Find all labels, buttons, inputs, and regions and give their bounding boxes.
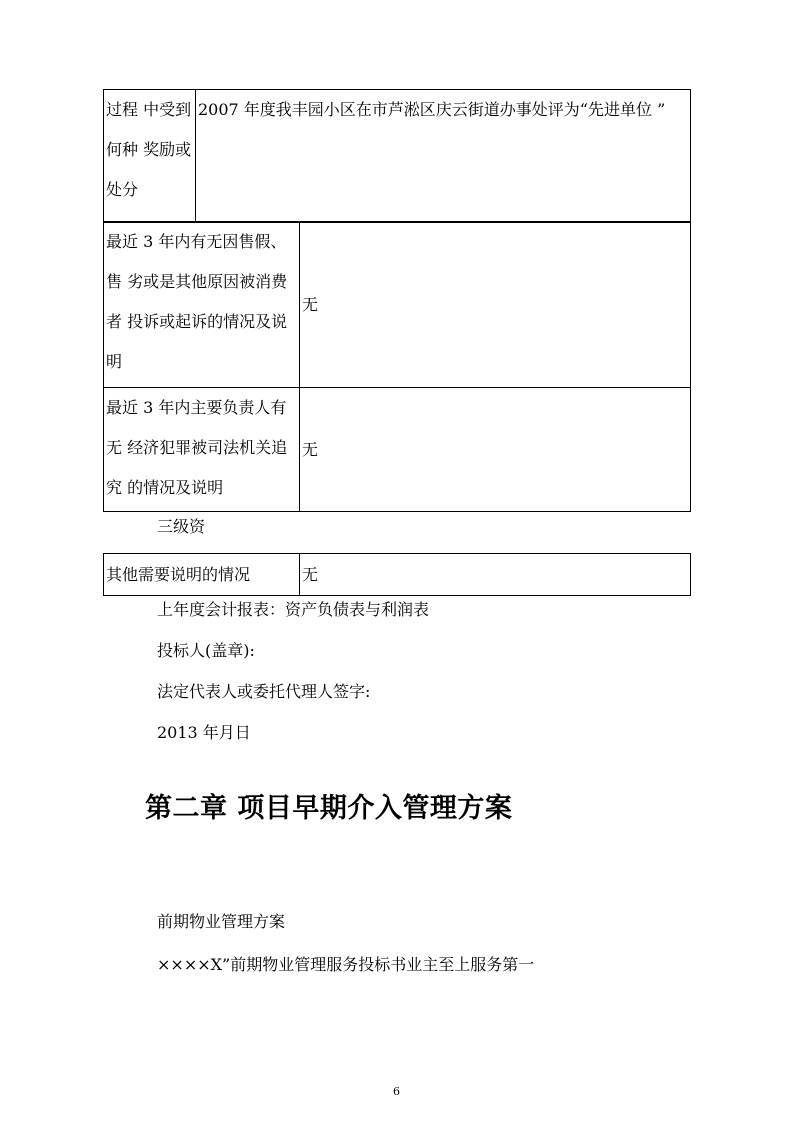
crime-value: 无	[300, 388, 691, 512]
award-table	[103, 89, 691, 223]
section-title: 前期物业管理方案	[157, 912, 286, 931]
complaint-value: 无	[300, 222, 691, 388]
complaint-label: 最近 3 年内有无因售假、售 劣或是其他原因被消费者 投诉或起诉的情况及说明	[104, 222, 300, 388]
bidder-line: 投标人(盖章):	[157, 641, 255, 660]
other-label: 其他需要说明的情况	[104, 554, 300, 596]
accounting-line: 上年度会计报表：资产负债表与利润表	[157, 600, 430, 619]
date-line: 2013 年月日	[157, 723, 251, 742]
crime-label: 最近 3 年内主要负责人有无 经济犯罪被司法机关追究 的情况及说明	[104, 388, 300, 512]
table-row	[104, 222, 691, 388]
legal-rep-line: 法定代表人或委托代理人签字:	[157, 682, 371, 701]
award-label: 过程 中受到何种 奖励或处分	[104, 90, 196, 223]
other-value: 无	[300, 554, 691, 596]
other-table	[103, 553, 691, 596]
complaint-table	[103, 221, 691, 512]
page-number: 6	[393, 1085, 400, 1098]
section-line: ××××X”前期物业管理服务投标书业主至上服务第一	[157, 955, 535, 974]
note-text: 三级资	[157, 517, 206, 536]
award-value: 2007 年度我丰园小区在市芦淞区庆云街道办事处评为“先进单位 ”	[196, 90, 691, 223]
chapter-heading: 第二章 项目早期介入管理方案	[145, 793, 513, 824]
table-row	[104, 388, 691, 512]
